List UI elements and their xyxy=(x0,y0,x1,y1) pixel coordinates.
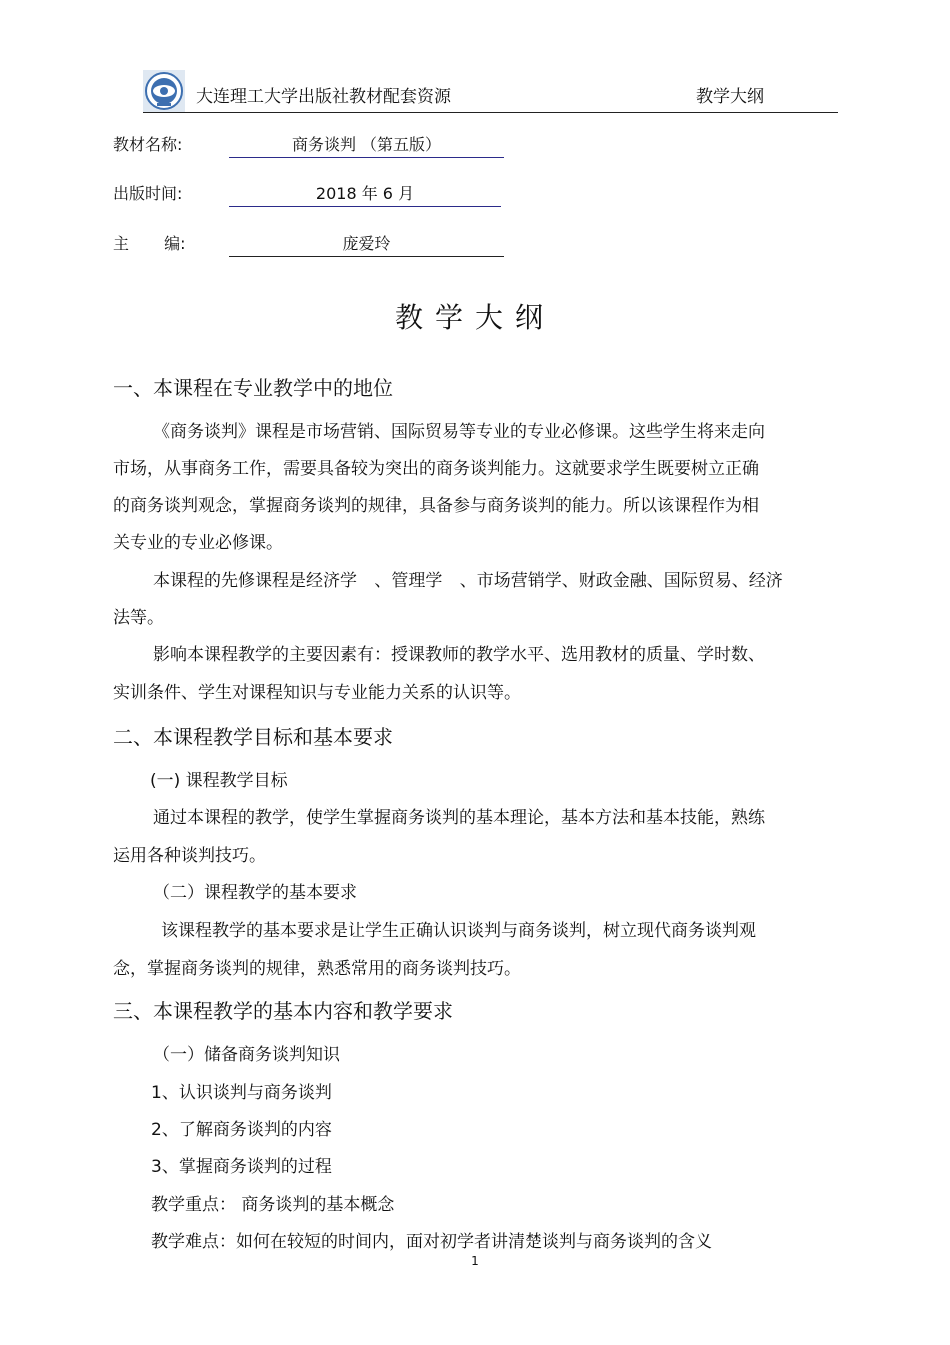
paragraph-line: 市场，从事商务工作，需要具备较为突出的商务谈判能力。这就要求学生既要树立正确 xyxy=(113,459,759,479)
section-2-heading: 二、本课程教学目标和基本要求 xyxy=(113,725,393,749)
paragraph-line: 影响本课程教学的主要因素有：授课教师的教学水平、选用教材的质量、学时数、 xyxy=(153,645,765,665)
editor-value: 庞爱玲 xyxy=(229,231,504,257)
textbook-value: 商务谈判 （第五版） xyxy=(229,132,504,158)
list-item: 3、掌握商务谈判的过程 xyxy=(151,1157,332,1177)
section-3-heading: 三、本课程教学的基本内容和教学要求 xyxy=(113,999,453,1023)
date-value: 2018 年 6 月 xyxy=(229,181,501,207)
section-1-heading: 一、本课程在专业教学中的地位 xyxy=(113,376,393,400)
subsection-heading: （一）储备商务谈判知识 xyxy=(153,1045,340,1065)
subsection-heading: （二）课程教学的基本要求 xyxy=(153,883,357,903)
paragraph-line: 法等。 xyxy=(113,608,164,628)
page-number: 1 xyxy=(471,1254,479,1268)
paragraph-line: 运用各种谈判技巧。 xyxy=(113,846,266,866)
paragraph-line: 通过本课程的教学，使学生掌握商务谈判的基本理论，基本方法和基本技能，熟练 xyxy=(153,808,765,828)
doc-type-label: 教学大纲 xyxy=(696,87,764,107)
subsection-heading: (一) 课程教学目标 xyxy=(150,771,288,791)
header-divider xyxy=(143,112,838,113)
date-label: 出版时间: xyxy=(113,184,183,203)
paragraph-line: 实训条件、学生对课程知识与专业能力关系的认识等。 xyxy=(113,683,521,703)
editor-label: 主 编: xyxy=(113,234,186,253)
list-item: 2、了解商务谈判的内容 xyxy=(151,1120,332,1140)
paragraph-line: 《商务谈判》课程是市场营销、国际贸易等专业的专业必修课。这些学生将来走向 xyxy=(153,422,765,442)
paragraph-line: 的商务谈判观念，掌握商务谈判的规律，具备参与商务谈判的能力。所以该课程作为相 xyxy=(113,496,759,516)
teaching-difficulty: 教学难点：如何在较短的时间内，面对初学者讲清楚谈判与商务谈判的含义 xyxy=(151,1232,712,1252)
university-seal-icon xyxy=(143,70,185,112)
list-item: 1、认识谈判与商务谈判 xyxy=(151,1083,332,1103)
publisher-name: 大连理工大学出版社教材配套资源 xyxy=(196,87,451,107)
paragraph-line: 该课程教学的基本要求是让学生正确认识谈判与商务谈判，树立现代商务谈判观 xyxy=(161,921,756,941)
page-title: 教学大纲 xyxy=(394,301,555,334)
textbook-label: 教材名称: xyxy=(113,135,183,154)
paragraph-line: 本课程的先修课程是经济学 、管理学 、市场营销学、财政金融、国际贸易、经济 xyxy=(153,571,783,591)
paragraph-line: 念，掌握商务谈判的规律，熟悉常用的商务谈判技巧。 xyxy=(113,959,521,979)
teaching-key-point: 教学重点： 商务谈判的基本概念 xyxy=(151,1195,395,1215)
paragraph-line: 关专业的专业必修课。 xyxy=(113,533,283,553)
